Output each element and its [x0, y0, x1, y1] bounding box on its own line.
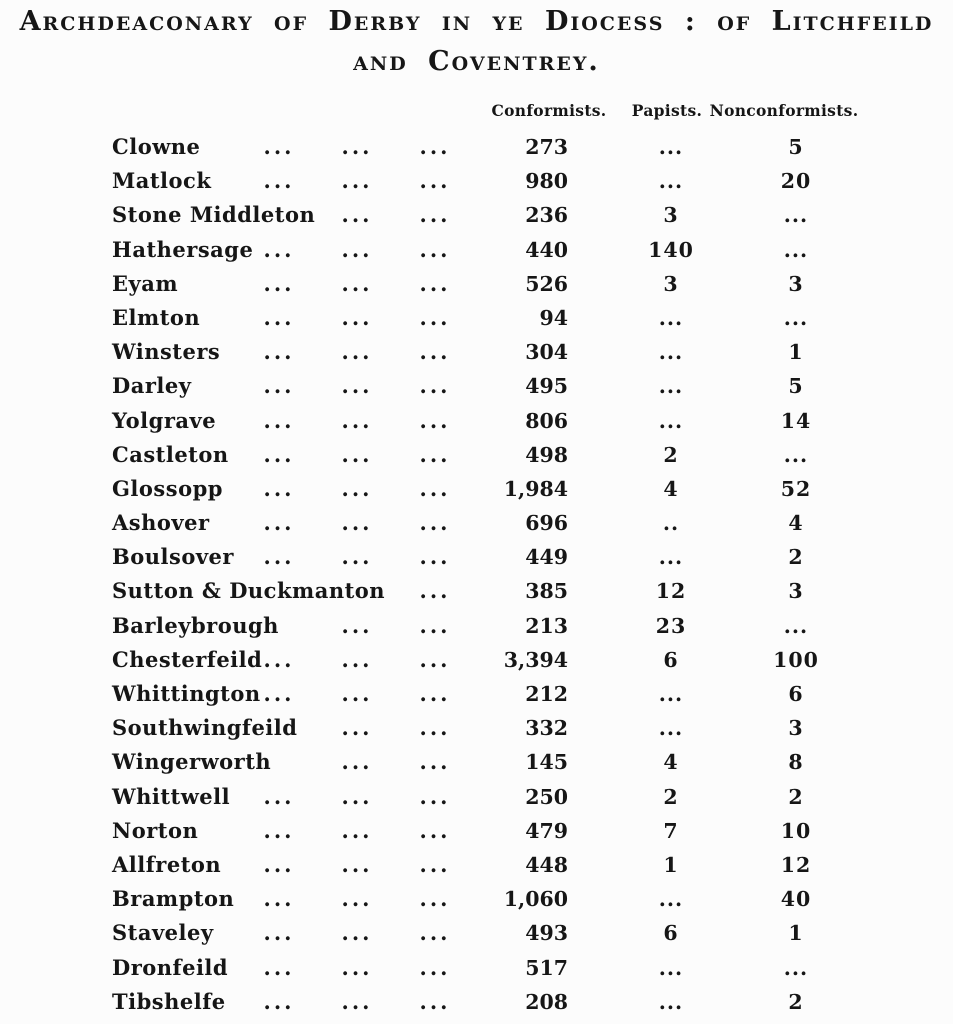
dot-leader: ... [263, 339, 295, 365]
table-row [112, 848, 892, 882]
nonconformists-value: 100 [773, 647, 819, 672]
dot-leader: ... [263, 134, 295, 159]
dot-leader: ... [419, 407, 451, 433]
nonconformists-value: ... [783, 237, 809, 262]
parish-name: Wingerworth [112, 749, 272, 775]
dot-leader: ... [341, 202, 373, 228]
dot-leader: ... [419, 475, 451, 501]
dot-leader: ... [341, 134, 373, 159]
dot-leader: ... [263, 373, 295, 399]
nonconformists-value: 52 [780, 476, 812, 501]
conformists-value: 208 [525, 989, 568, 1014]
nonconformists-value: ... [783, 442, 809, 467]
dot-leader: ... [419, 544, 451, 570]
papists-value: ... [658, 340, 684, 365]
dot-leader: ... [419, 646, 451, 672]
parish-name: Norton [112, 817, 199, 843]
papists-value: 12 [655, 579, 687, 604]
parish-name: Clowne [112, 134, 201, 159]
papists-value: ... [658, 374, 684, 399]
dot-leader: ... [419, 339, 451, 365]
papists-value: ... [658, 716, 684, 741]
dot-leader: ... [419, 681, 451, 706]
dot-leader: ... [419, 373, 451, 399]
dot-leader: ... [263, 851, 295, 877]
nonconformists-value: 4 [788, 511, 804, 536]
papists-value: ... [658, 955, 684, 980]
dot-leader: ... [341, 681, 373, 706]
papists-value: 2 [663, 784, 679, 809]
parish-name: Castleton [112, 441, 229, 467]
parish-name: Dronfeild [112, 954, 229, 980]
dot-leader: ... [341, 817, 373, 843]
column-header-nonconformists: Nonconformists. [709, 101, 859, 120]
nonconformists-value: 8 [788, 750, 804, 775]
papists-value: ... [658, 682, 684, 706]
table-row [112, 951, 892, 985]
papists-value: ... [658, 545, 684, 570]
table-row [112, 985, 892, 1019]
papists-value: 6 [663, 647, 679, 672]
parish-name: Darley [112, 373, 192, 399]
dot-leader: ... [419, 783, 451, 809]
dot-leader: ... [263, 407, 295, 433]
conformists-value: 212 [525, 682, 568, 706]
parish-name: Hathersage [112, 236, 254, 262]
table-row [112, 780, 892, 814]
conformists-value: 806 [525, 408, 568, 433]
dot-leader: ... [419, 886, 451, 912]
papists-value: 7 [663, 818, 679, 843]
conformists-value: 440 [525, 237, 568, 262]
nonconformists-value: 12 [780, 852, 812, 877]
conformists-value: 495 [525, 374, 568, 399]
nonconformists-value: 3 [788, 716, 804, 741]
nonconformists-value: 2 [788, 989, 804, 1014]
dot-leader: ... [419, 304, 451, 330]
dot-leader: ... [419, 920, 451, 946]
nonconformists-value: 10 [780, 818, 812, 843]
dot-leader: ... [419, 270, 451, 296]
table-row [112, 643, 892, 677]
table-row [112, 677, 892, 711]
papists-value: 3 [663, 203, 679, 228]
dot-leader: ... [419, 954, 451, 980]
parish-name: Winsters [112, 339, 221, 365]
dot-leader: ... [419, 168, 451, 194]
papists-value: .. [662, 511, 680, 536]
parish-name: Whittington [112, 681, 261, 706]
parish-name: Boulsover [112, 544, 234, 570]
dot-leader: ... [263, 954, 295, 980]
dot-leader: ... [341, 886, 373, 912]
nonconformists-value: ... [783, 613, 809, 638]
dot-leader: ... [419, 510, 451, 536]
papists-value: ... [658, 989, 684, 1014]
dot-leader: ... [341, 920, 373, 946]
papists-value: 6 [663, 921, 679, 946]
dot-leader: ... [341, 851, 373, 877]
conformists-value: 493 [525, 921, 568, 946]
dot-leader: ... [341, 988, 373, 1014]
papists-value: 140 [648, 237, 694, 262]
parish-name: Whittwell [112, 783, 231, 809]
dot-leader: ... [341, 612, 373, 638]
conformists-value: 304 [525, 340, 568, 365]
table-row [112, 130, 892, 164]
parish-name: Southwingfeild [112, 715, 298, 741]
papists-value: 23 [655, 613, 687, 638]
dot-leader: ... [341, 373, 373, 399]
table-row [112, 882, 892, 916]
conformists-value: 449 [525, 545, 568, 570]
table-row [112, 609, 892, 643]
conformists-value: 94 [539, 305, 568, 330]
table-row [112, 198, 892, 232]
dot-leader: ... [263, 270, 295, 296]
dot-leader: ... [419, 749, 451, 775]
papists-value: 4 [663, 476, 679, 501]
dot-leader: ... [263, 304, 295, 330]
parish-name: Eyam [112, 270, 179, 296]
dot-leader: ... [419, 134, 451, 159]
dot-leader: ... [263, 988, 295, 1014]
dot-leader: ... [419, 578, 451, 604]
parish-name: Elmton [112, 304, 201, 330]
dot-leader: ... [341, 168, 373, 194]
dot-leader: ... [263, 510, 295, 536]
papists-value: 3 [663, 271, 679, 296]
conformists-value: 696 [525, 511, 568, 536]
conformists-value: 498 [525, 442, 568, 467]
conformists-value: 145 [525, 750, 568, 775]
dot-leader: ... [341, 270, 373, 296]
dot-leader: ... [341, 304, 373, 330]
nonconformists-value: 3 [788, 271, 804, 296]
nonconformists-value: 2 [788, 545, 804, 570]
conformists-value: 273 [525, 135, 568, 159]
table-row [112, 267, 892, 301]
dot-leader: ... [419, 715, 451, 741]
nonconformists-value: ... [783, 955, 809, 980]
nonconformists-value: 20 [780, 169, 812, 194]
document-title [0, 2, 953, 82]
dot-leader: ... [341, 339, 373, 365]
dot-leader: ... [263, 886, 295, 912]
dot-leader: ... [419, 202, 451, 228]
dot-leader: ... [263, 920, 295, 946]
dot-leader: ... [263, 441, 295, 467]
dot-leader: ... [263, 681, 295, 706]
dot-leader: ... [263, 646, 295, 672]
dot-leader: ... [419, 851, 451, 877]
column-header-conformists: Conformists. [491, 101, 607, 120]
conformists-value: 332 [525, 716, 568, 741]
dot-leader: ... [341, 510, 373, 536]
table-row [112, 233, 892, 267]
parish-name: Staveley [112, 920, 214, 946]
nonconformists-value: ... [783, 203, 809, 228]
table-row [112, 472, 892, 506]
dot-leader: ... [263, 236, 295, 262]
dot-leader: ... [419, 817, 451, 843]
nonconformists-value: ... [783, 305, 809, 330]
dot-leader: ... [341, 475, 373, 501]
column-header-papists: Papists. [631, 101, 703, 120]
column-header-row [0, 101, 953, 127]
papists-value: ... [658, 305, 684, 330]
conformists-value: 517 [525, 955, 568, 980]
nonconformists-value: 1 [788, 921, 804, 946]
papists-value: ... [658, 887, 684, 912]
dot-leader: ... [341, 236, 373, 262]
nonconformists-value: 3 [788, 579, 804, 604]
dot-leader: ... [341, 749, 373, 775]
title-line-2: and Coventrey. [353, 46, 600, 77]
parish-name: Allfreton [112, 851, 222, 877]
papists-value: 4 [663, 750, 679, 775]
table-row [112, 540, 892, 574]
conformists-value: 980 [525, 169, 568, 194]
conformists-value: 448 [525, 852, 568, 877]
table-row [112, 574, 892, 608]
conformists-value: 213 [525, 613, 568, 638]
parish-name: Tibshelfe [112, 988, 226, 1014]
conformists-value: 1,060 [503, 887, 568, 912]
dot-leader: ... [263, 817, 295, 843]
table-row [112, 438, 892, 472]
parish-name: Sutton & Duckmanton [112, 578, 386, 604]
papists-value: ... [658, 135, 684, 159]
table-body [112, 130, 892, 1019]
conformists-value: 1,984 [503, 476, 568, 501]
table-row [112, 745, 892, 779]
dot-leader: ... [263, 475, 295, 501]
table-row [112, 301, 892, 335]
dot-leader: ... [341, 441, 373, 467]
conformists-value: 479 [525, 818, 568, 843]
parish-name: Glossopp [112, 475, 223, 501]
table-row [112, 404, 892, 438]
dot-leader: ... [263, 544, 295, 570]
table-row [112, 369, 892, 403]
nonconformists-value: 6 [788, 682, 804, 706]
parish-name: Yolgrave [112, 407, 217, 433]
dot-leader: ... [341, 783, 373, 809]
table-row [112, 164, 892, 198]
dot-leader: ... [419, 441, 451, 467]
dot-leader: ... [341, 407, 373, 433]
nonconformists-value: 40 [780, 887, 812, 912]
parish-name: Stone Middleton [112, 202, 316, 228]
nonconformists-value: 5 [788, 374, 804, 399]
dot-leader: ... [419, 988, 451, 1014]
conformists-value: 526 [525, 271, 568, 296]
parish-name: Brampton [112, 886, 235, 912]
table-row [112, 711, 892, 745]
parish-name: Ashover [112, 510, 210, 536]
title-line-1: Archdeaconary of Derby in ye Diocess : of Litchfeild [19, 6, 934, 37]
papists-value: ... [658, 408, 684, 433]
parish-name: Chesterfeild [112, 646, 263, 672]
table-row [112, 916, 892, 950]
parish-name: Matlock [112, 168, 212, 194]
dot-leader: ... [263, 168, 295, 194]
dot-leader: ... [419, 236, 451, 262]
nonconformists-value: 5 [788, 135, 804, 159]
nonconformists-value: 2 [788, 784, 804, 809]
table-row [112, 335, 892, 369]
parish-name: Barleybrough [112, 612, 279, 638]
dot-leader: ... [341, 544, 373, 570]
nonconformists-value: 14 [780, 408, 812, 433]
papists-value: 1 [663, 852, 679, 877]
dot-leader: ... [341, 646, 373, 672]
dot-leader: ... [263, 783, 295, 809]
conformists-value: 250 [525, 784, 568, 809]
conformists-value: 236 [525, 203, 568, 228]
table-row [112, 506, 892, 540]
conformists-value: 385 [525, 579, 568, 604]
dot-leader: ... [341, 954, 373, 980]
table-row [112, 814, 892, 848]
papists-value: 2 [663, 442, 679, 467]
papists-value: ... [658, 169, 684, 194]
nonconformists-value: 1 [788, 340, 804, 365]
dot-leader: ... [341, 715, 373, 741]
conformists-value: 3,394 [503, 647, 568, 672]
dot-leader: ... [419, 612, 451, 638]
